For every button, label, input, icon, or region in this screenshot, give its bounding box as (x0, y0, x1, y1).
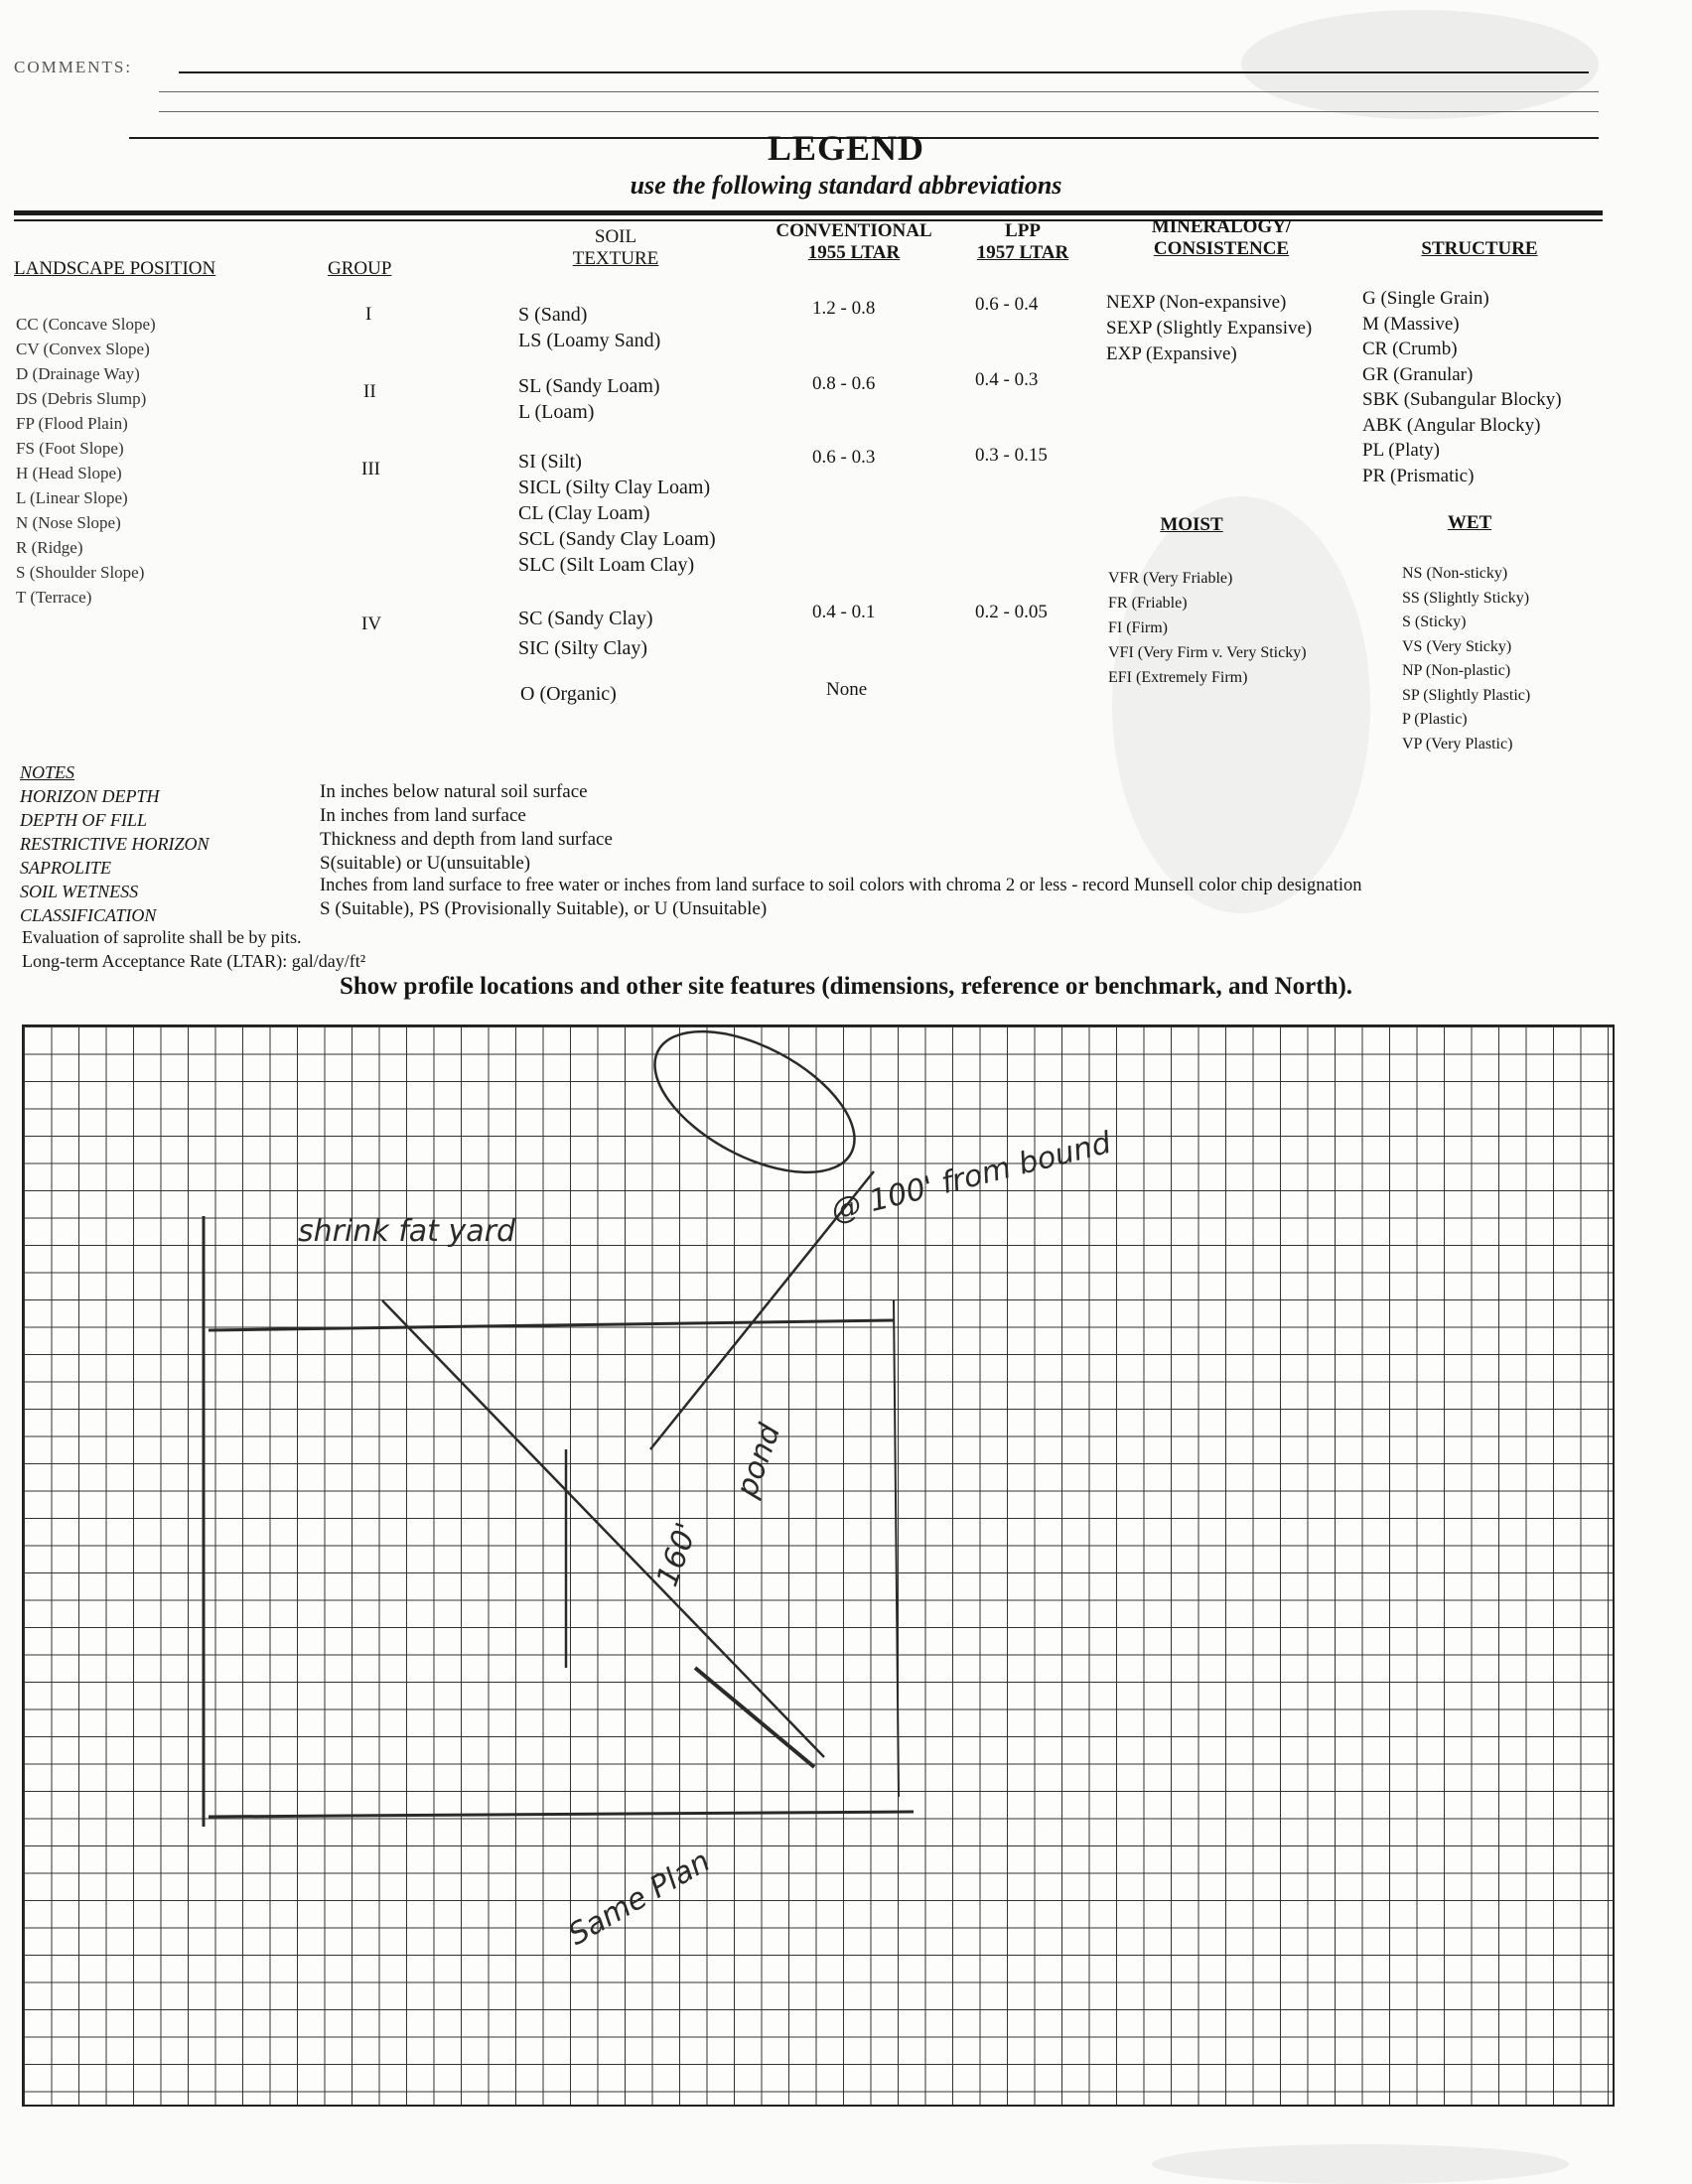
col-soil-texture: SOIL TEXTURE (572, 226, 659, 269)
list-item: VFR (Very Friable) (1108, 570, 1233, 587)
group-2: II (363, 381, 376, 402)
col-structure: STRUCTURE (1421, 238, 1538, 259)
lpp-value: 0.6 - 0.4 (975, 294, 1039, 315)
notes-text: Inches from land surface to free water or inches from land surface to soil colors with chroma 2 or less - record Munsell color chip designation (320, 876, 1362, 895)
notes-label: SAPROLITE (20, 858, 111, 878)
drainfield-line (695, 1668, 814, 1767)
col-conventional: CONVENTIONAL 1955 LTAR (776, 220, 932, 263)
list-item: SS (Slightly Sticky) (1402, 589, 1530, 607)
list-item: SIC (Silty Clay) (518, 637, 648, 659)
boundary-line-bottom (209, 1812, 914, 1817)
list-item: T (Terrace) (16, 588, 92, 607)
list-item: VP (Very Plastic) (1402, 735, 1513, 752)
site-ellipse (633, 1003, 877, 1201)
list-item: M (Massive) (1362, 313, 1460, 335)
list-item: VFI (Very Firm v. Very Sticky) (1108, 644, 1307, 661)
list-item: VS (Very Sticky) (1402, 637, 1512, 655)
list-item: CL (Clay Loam) (518, 502, 650, 524)
notes-text: S(suitable) or U(unsuitable) (320, 853, 531, 874)
lpp-value: 0.2 - 0.05 (975, 602, 1048, 622)
conventional-value: 0.4 - 0.1 (812, 602, 876, 622)
list-item: LS (Loamy Sand) (518, 330, 661, 351)
ltar-note: Long-term Acceptance Rate (LTAR): gal/day/ft² (22, 951, 366, 971)
conventional-value: 0.8 - 0.6 (812, 373, 876, 394)
list-item: H (Head Slope) (16, 464, 122, 482)
boundary-line-top (209, 1320, 894, 1330)
handwriting-note: 160' (649, 1518, 705, 1591)
list-item: G (Single Grain) (1362, 288, 1489, 309)
col-mineralogy: MINERALOGY/ CONSISTENCE (1151, 216, 1292, 259)
group-4: IV (361, 614, 382, 634)
notes-label: HORIZON DEPTH (20, 786, 160, 806)
list-item: SCL (Sandy Clay Loam) (518, 528, 716, 550)
list-item: GR (Granular) (1362, 363, 1474, 385)
handwriting-note: Same Plan (562, 1843, 717, 1953)
list-item: NEXP (Non-expansive) (1106, 292, 1287, 313)
notes-heading: NOTES (20, 762, 75, 782)
notes-label: RESTRICTIVE HORIZON (20, 834, 210, 854)
lpp-value: 0.4 - 0.3 (975, 369, 1039, 390)
list-item: FS (Foot Slope) (16, 439, 124, 458)
list-item: PL (Platy) (1362, 440, 1440, 461)
sketch-diagonal (382, 1300, 824, 1757)
texture-organic: O (Organic) (520, 683, 617, 705)
legend-title: LEGEND (767, 128, 925, 168)
list-item: SC (Sandy Clay) (518, 608, 653, 629)
list-item: L (Loam) (518, 401, 595, 423)
notes-text: In inches below natural soil surface (320, 781, 588, 802)
notes-label: DEPTH OF FILL (20, 810, 148, 830)
lpp-value: 0.3 - 0.15 (975, 445, 1048, 466)
conventional-value: 1.2 - 0.8 (812, 298, 876, 319)
list-item: FI (Firm) (1108, 619, 1168, 636)
list-item: SBK (Subangular Blocky) (1362, 389, 1562, 410)
list-item: CC (Concave Slope) (16, 315, 156, 334)
list-item: S (Sticky) (1402, 614, 1467, 630)
notes-text: Thickness and depth from land surface (320, 829, 613, 850)
notes-label: SOIL WETNESS (20, 882, 139, 901)
list-item: P (Plastic) (1402, 711, 1468, 728)
group-3: III (361, 459, 380, 479)
list-item: NP (Non-plastic) (1402, 662, 1511, 679)
list-item: EFI (Extremely Firm) (1108, 669, 1248, 686)
comments-label: COMMENTS: (14, 58, 133, 76)
list-item: DS (Debris Slump) (16, 389, 147, 408)
list-item: FR (Friable) (1108, 595, 1188, 612)
list-item: D (Drainage Way) (16, 364, 140, 383)
list-item: SP (Slightly Plastic) (1402, 686, 1531, 704)
conventional-value: 0.6 - 0.3 (812, 447, 876, 468)
list-item: S (Sand) (518, 304, 588, 326)
notes-text: In inches from land surface (320, 805, 526, 826)
sketch-instruction: Show profile locations and other site features (dimensions, reference or benchmark, and North). (339, 973, 1353, 1000)
wet-heading: WET (1447, 512, 1492, 533)
handwriting-note: @ 100' from bound (827, 1125, 1115, 1229)
legend-subtitle: use the following standard abbreviations (630, 171, 1062, 200)
group-1: I (365, 304, 372, 325)
col-landscape: LANDSCAPE POSITION (14, 258, 216, 279)
handwriting-note: pond (729, 1419, 788, 1502)
list-item: CV (Convex Slope) (16, 340, 150, 358)
list-item: EXP (Expansive) (1106, 343, 1237, 364)
list-item: N (Nose Slope) (16, 513, 121, 532)
col-lpp: LPP 1957 LTAR (976, 220, 1069, 263)
notes-label: CLASSIFICATION (20, 905, 157, 925)
saprolite-note: Evaluation of saprolite shall be by pits. (22, 927, 302, 947)
list-item: SEXP (Slightly Expansive) (1106, 318, 1313, 339)
list-item: L (Linear Slope) (16, 488, 128, 507)
conventional-value: None (826, 679, 868, 700)
list-item: PR (Prismatic) (1362, 465, 1475, 486)
list-item: S (Shoulder Slope) (16, 563, 145, 582)
list-item: SLC (Silt Loam Clay) (518, 554, 695, 576)
notes-text: S (Suitable), PS (Provisionally Suitable), or U (Unsuitable) (320, 898, 768, 919)
boundary-line-right (894, 1300, 899, 1797)
list-item: FP (Flood Plain) (16, 414, 128, 433)
col-group: GROUP (328, 258, 392, 279)
list-item: SICL (Silty Clay Loam) (518, 477, 711, 498)
list-item: ABK (Angular Blocky) (1362, 414, 1541, 436)
list-item: SI (Silt) (518, 451, 582, 473)
handwriting-note: shrink fat yard (298, 1214, 515, 1249)
list-item: R (Ridge) (16, 538, 83, 557)
list-item: SL (Sandy Loam) (518, 375, 660, 397)
list-item: CR (Crumb) (1362, 339, 1458, 359)
moist-heading: MOIST (1160, 514, 1223, 535)
list-item: NS (Non-sticky) (1402, 565, 1508, 582)
